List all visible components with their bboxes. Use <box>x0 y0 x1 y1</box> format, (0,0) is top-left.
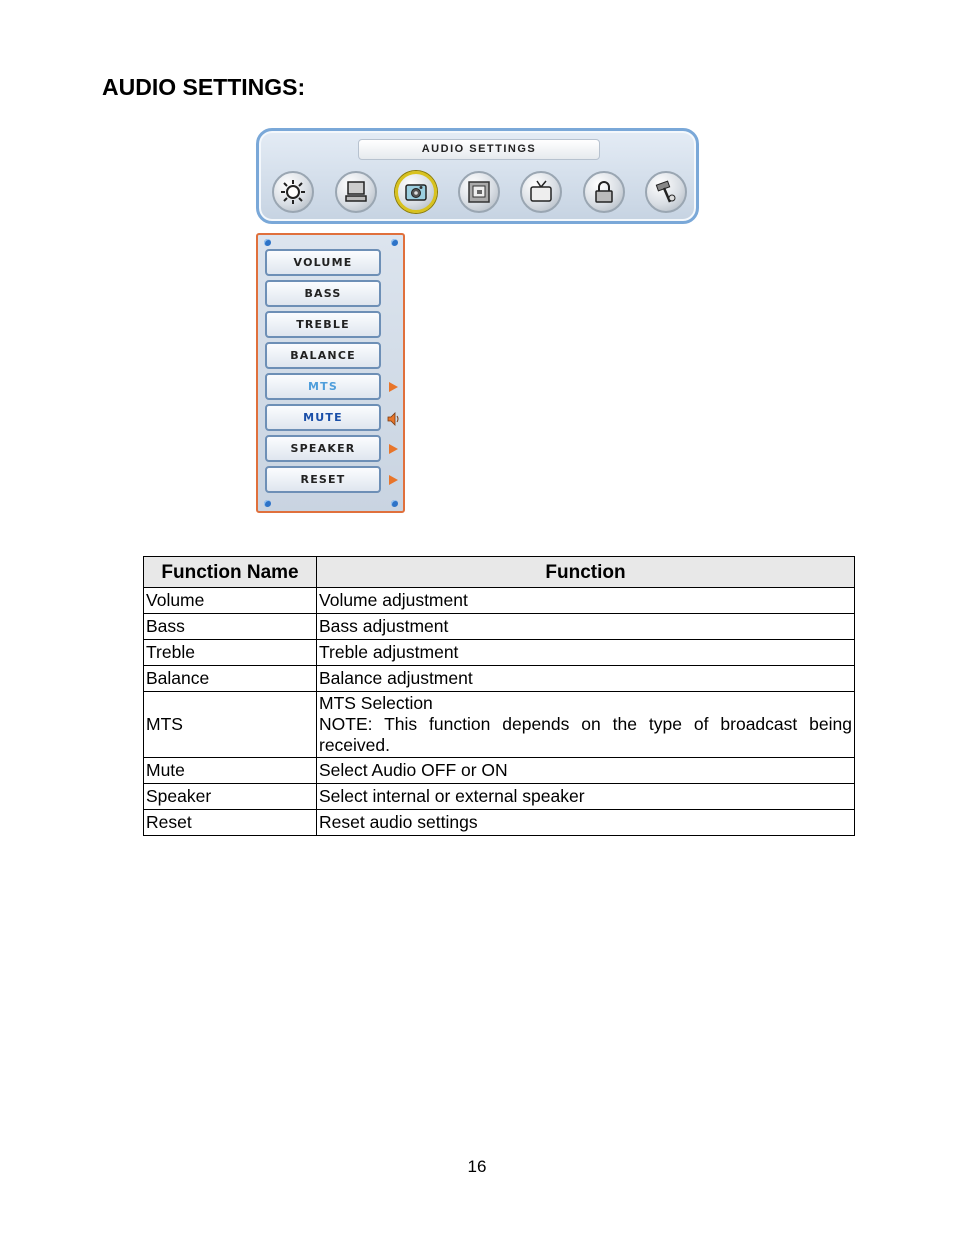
speaker-button[interactable]: SPEAKER <box>265 435 381 462</box>
arrow-right-icon <box>389 382 398 392</box>
function-name-cell: MTS <box>144 692 317 758</box>
function-text: MTS Selection <box>319 693 433 713</box>
function-name-cell: Reset <box>144 810 317 836</box>
table-row <box>144 614 855 640</box>
lock-icon[interactable] <box>583 171 625 213</box>
function-name-cell: Bass <box>144 614 317 640</box>
function-name-cell: Mute <box>144 758 317 784</box>
osd-menu-title: AUDIO SETTINGS <box>358 139 600 160</box>
function-name-cell: Volume <box>144 588 317 614</box>
corner-dot <box>264 239 271 246</box>
arrow-right-icon <box>389 444 398 454</box>
function-table <box>143 556 855 836</box>
table-header-row <box>144 557 855 588</box>
reset-button[interactable]: RESET <box>265 466 381 493</box>
page-heading: AUDIO SETTINGS: <box>102 74 306 100</box>
function-cell: Reset audio settings <box>317 810 855 836</box>
column-header: Function Name <box>144 557 317 588</box>
table-row <box>144 758 855 784</box>
table-row <box>144 784 855 810</box>
tools-icon[interactable] <box>645 171 687 213</box>
function-cell: Select Audio OFF or ON <box>317 758 855 784</box>
brightness-icon[interactable] <box>272 171 314 213</box>
function-name-cell: Balance <box>144 666 317 692</box>
table-row <box>144 810 855 836</box>
osd-top-menu-bar <box>256 128 699 224</box>
mute-button[interactable]: MUTE <box>265 404 381 431</box>
audio-speaker-icon[interactable] <box>395 171 437 213</box>
page-number: 16 <box>467 1157 487 1176</box>
function-note: NOTE: This function depends on the type of broadcast being <box>319 714 852 734</box>
function-cell: Balance adjustment <box>317 666 855 692</box>
corner-dot <box>264 500 271 507</box>
table-row <box>144 692 855 758</box>
volume-button[interactable]: VOLUME <box>265 249 381 276</box>
function-cell: Bass adjustment <box>317 614 855 640</box>
audio-settings-menu <box>256 233 405 513</box>
table-row <box>144 640 855 666</box>
corner-dot <box>391 500 398 507</box>
treble-button[interactable]: TREBLE <box>265 311 381 338</box>
corner-dot <box>391 239 398 246</box>
table-row <box>144 588 855 614</box>
function-cell: Treble adjustment <box>317 640 855 666</box>
tv-icon[interactable] <box>520 171 562 213</box>
function-cell <box>317 692 855 758</box>
table-row <box>144 666 855 692</box>
function-name-cell: Treble <box>144 640 317 666</box>
mts-button[interactable]: MTS <box>265 373 381 400</box>
column-header: Function <box>317 557 855 588</box>
function-cell: Select internal or external speaker <box>317 784 855 810</box>
bass-button[interactable]: BASS <box>265 280 381 307</box>
balance-button[interactable]: BALANCE <box>265 342 381 369</box>
function-cell: Volume adjustment <box>317 588 855 614</box>
speaker-icon <box>387 412 401 426</box>
function-note-end: received. <box>319 735 391 755</box>
computer-icon[interactable] <box>335 171 377 213</box>
arrow-right-icon <box>389 475 398 485</box>
picture-in-picture-icon[interactable] <box>458 171 500 213</box>
function-name-cell: Speaker <box>144 784 317 810</box>
